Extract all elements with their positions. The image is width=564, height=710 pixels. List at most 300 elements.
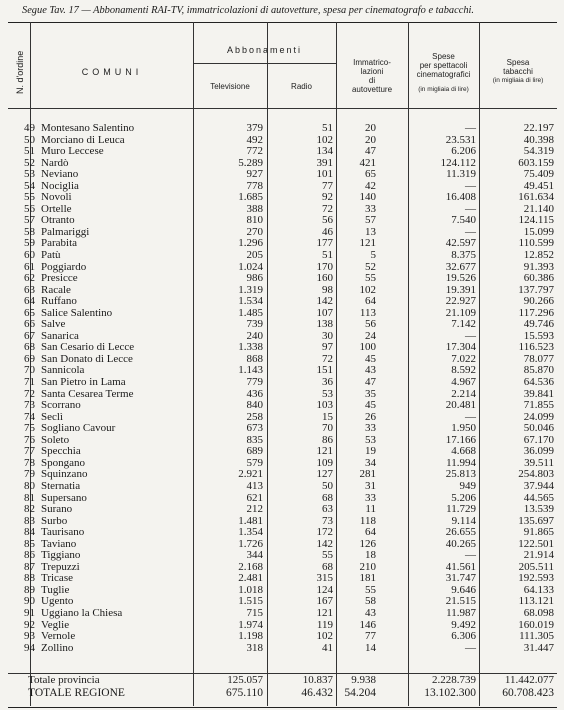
- immatricolazioni-value: 52: [365, 260, 376, 273]
- table-row: [8, 608, 557, 620]
- comune-name: Salve: [41, 319, 66, 331]
- immatricolazioni-value: 47: [365, 376, 376, 389]
- televisione-value: 579: [246, 456, 263, 469]
- televisione-value: 1.024: [238, 260, 263, 273]
- row-number: 56: [24, 202, 35, 215]
- header-bottom-rule: [8, 108, 557, 109]
- spese-cinema-value: 6.206: [451, 145, 476, 158]
- radio-value: 151: [316, 364, 333, 377]
- spesa-tabacchi-value: 71.855: [523, 399, 554, 412]
- comune-name: Presicce: [41, 273, 78, 285]
- televisione-value: 840: [246, 399, 263, 412]
- comune-name: Montesano Salentino: [41, 123, 135, 134]
- comune-name: Tuglie: [41, 584, 70, 596]
- row-number: 63: [24, 283, 35, 296]
- comune-name: Surbo: [41, 515, 68, 527]
- row-number: 81: [24, 491, 35, 504]
- row-number: 91: [24, 606, 35, 619]
- spese-cinema-value: 5.206: [451, 491, 476, 504]
- spese-cinema-value: 23.531: [445, 133, 476, 146]
- immatricolazioni-value: 56: [365, 318, 376, 331]
- comune-name: Taviano: [41, 538, 77, 550]
- televisione-value: 436: [246, 387, 263, 400]
- table-row: [8, 643, 557, 655]
- radio-value: 53: [322, 387, 333, 400]
- radio-value: 97: [322, 341, 333, 354]
- televisione-value: 772: [246, 145, 263, 158]
- spesa-tabacchi-value: 111.305: [519, 630, 554, 643]
- spese-cinema-value: 7.022: [451, 352, 476, 365]
- comune-name: Scorrano: [41, 400, 81, 412]
- televisione-value: 2.168: [238, 560, 263, 573]
- table-body: [8, 123, 557, 654]
- immatricolazioni-value: 35: [365, 387, 376, 400]
- spese-cinema-value: 2.214: [451, 387, 476, 400]
- spese-cinema-value: 17.304: [445, 341, 476, 354]
- comune-name: Spongano: [41, 457, 85, 469]
- televisione-value: 2.921: [238, 468, 263, 481]
- comune-name: Seclì: [41, 411, 63, 423]
- spese-cinema-value: 8.375: [451, 249, 476, 262]
- spesa-tabacchi-value: 137.797: [518, 283, 554, 296]
- row-number: 86: [24, 549, 35, 562]
- comune-name: Soleto: [41, 434, 70, 446]
- televisione-value: 1.018: [238, 583, 263, 596]
- comune-name: Santa Cesarea Terme: [41, 388, 134, 400]
- spese-cinema-value: 32.677: [445, 260, 476, 273]
- comune-name: Poggiardo: [41, 261, 87, 273]
- televisione-value: 778: [246, 179, 263, 192]
- table-row: [8, 377, 557, 389]
- comune-name: Novoli: [41, 192, 72, 204]
- comune-name: Sannicola: [41, 365, 85, 377]
- radio-value: 72: [322, 202, 333, 215]
- televisione-value: 388: [246, 202, 263, 215]
- immatricolazioni-value: 11: [365, 503, 376, 516]
- imm-line-4: autovetture: [351, 85, 393, 94]
- immatricolazioni-value: 53: [365, 433, 376, 446]
- radio-value: 30: [322, 329, 333, 342]
- televisione-value: 344: [246, 549, 263, 562]
- spese-cinema-value: 19.391: [445, 283, 476, 296]
- row-number: 71: [24, 376, 35, 389]
- tab-line-3: (in migliaia di lire): [492, 77, 544, 84]
- spese-cinema-value: 7.142: [451, 318, 476, 331]
- table-row: [8, 631, 557, 643]
- spese-line-1: Spese: [432, 52, 455, 61]
- televisione-value: 810: [246, 214, 263, 227]
- televisione-value: 413: [246, 479, 263, 492]
- row-number: 53: [24, 168, 35, 181]
- row-number: 62: [24, 272, 35, 285]
- totale-regione-imm: 54.204: [344, 687, 376, 699]
- spese-cinema-value: 9.492: [451, 618, 476, 631]
- spese-cinema-value: —: [465, 122, 476, 134]
- abbonamenti-header: Abbonamenti: [226, 45, 303, 55]
- immatricolazioni-value: 102: [359, 283, 376, 296]
- radio-value: 68: [322, 491, 333, 504]
- televisione-value: 1.726: [238, 537, 263, 550]
- radio-value: 98: [322, 283, 333, 296]
- radio-value: 51: [322, 122, 333, 134]
- comune-name: San Pietro in Lama: [41, 377, 126, 389]
- televisione-value: 835: [246, 433, 263, 446]
- spesa-tabacchi-value: 603.159: [518, 156, 554, 169]
- televisione-value: 492: [246, 133, 263, 146]
- radio-value: 15: [322, 410, 333, 423]
- tab-line-2: tabacchi: [503, 67, 533, 76]
- spesa-tabacchi-value: 39.841: [523, 387, 554, 400]
- radio-value: 46: [322, 225, 333, 238]
- immatricolazioni-value: 113: [359, 306, 376, 319]
- comune-name: San Donato di Lecce: [41, 353, 133, 365]
- row-number: 74: [24, 410, 35, 423]
- table-row: [8, 481, 557, 493]
- immatricolazioni-value: 13: [365, 225, 376, 238]
- spesa-tabacchi-value: 22.197: [523, 122, 554, 134]
- spese-cinema-value: —: [465, 410, 476, 423]
- televisione-value: 205: [246, 249, 263, 262]
- televisione-value: 1.338: [238, 341, 263, 354]
- spesa-tabacchi-value: 40.398: [523, 133, 554, 146]
- immatricolazioni-value: 19: [365, 445, 376, 458]
- immatricolazioni-value: 45: [365, 352, 376, 365]
- immatricolazioni-value: 43: [365, 364, 376, 377]
- table-row: [8, 527, 557, 539]
- radio-value: 86: [322, 433, 333, 446]
- immatricolazioni-value: 64: [365, 295, 376, 308]
- spese-cinema-value: 949: [459, 479, 476, 492]
- immatricolazioni-value: 34: [365, 456, 376, 469]
- spesa-tabacchi-value: 15.593: [523, 329, 554, 342]
- immatricolazioni-value: 210: [359, 560, 376, 573]
- immatricolazioni-value: 5: [370, 249, 376, 262]
- spese-cinema-value: 31.747: [445, 572, 476, 585]
- radio-value: 167: [316, 595, 333, 608]
- totale-regione-tv: 675.110: [226, 687, 263, 699]
- spesa-tabacchi-value: 12.852: [523, 249, 554, 262]
- row-number: 85: [24, 537, 35, 550]
- spesa-tabacchi-value: 192.593: [518, 572, 554, 585]
- spese-cinema-value: 19.526: [445, 272, 476, 285]
- row-number: 82: [24, 503, 35, 516]
- spesa-tabacchi-value: 24.099: [523, 410, 554, 423]
- televisione-value: 1.685: [238, 191, 263, 204]
- spese-cinema-value: 1.950: [451, 422, 476, 435]
- spesa-tabacchi-value: 90.266: [523, 295, 554, 308]
- spese-cinema-value: 11.987: [446, 606, 476, 619]
- row-number: 51: [24, 145, 35, 158]
- row-number: 75: [24, 422, 35, 435]
- televisione-value: 5.289: [238, 156, 263, 169]
- row-number: 68: [24, 341, 35, 354]
- spesa-tabacchi-value: 110.599: [518, 237, 554, 250]
- row-number: 55: [24, 191, 35, 204]
- spesa-tabacchi-value: 13.539: [523, 503, 554, 516]
- spese-line-4: (in migliaia di lire): [418, 86, 469, 93]
- spesa-tabacchi-value: 91.865: [523, 526, 554, 539]
- spesa-tabacchi-value: 122.501: [518, 537, 554, 550]
- totale-regione-tab: 60.708.423: [502, 687, 554, 699]
- comune-name: Taurisano: [41, 527, 85, 539]
- table-caption: Segue Tav. 17 — Abbonamenti RAI-TV, immatricolazioni di autovetture, spesa per cinematografo e tabacchi.: [22, 5, 475, 16]
- spese-cinema-value: 17.166: [445, 433, 476, 446]
- radio-value: 102: [316, 630, 333, 643]
- spesa-tabacchi-value: 21.914: [523, 549, 554, 562]
- immatricolazioni-value: 55: [365, 272, 376, 285]
- spese-cinema-value: 21.515: [445, 595, 476, 608]
- totale-provincia-radio: 10.837: [302, 674, 333, 686]
- comune-name: Supersano: [41, 492, 87, 504]
- radio-value: 56: [322, 214, 333, 227]
- comune-name: Palmariggi: [41, 226, 90, 238]
- comune-name: Ruffano: [41, 296, 77, 308]
- spese-cinema-value: 42.597: [445, 237, 476, 250]
- table-row: [8, 273, 557, 285]
- spese-cinema-value: —: [465, 179, 476, 192]
- radio-value: 70: [322, 422, 333, 435]
- radio-value: 77: [322, 179, 333, 192]
- spesa-tabacchi-value: 124.115: [518, 214, 554, 227]
- radio-value: 101: [316, 168, 333, 181]
- totale-regione-row: [8, 687, 557, 700]
- table-row: [8, 169, 557, 181]
- comune-name: Specchia: [41, 446, 81, 458]
- televisione-value: 258: [246, 410, 263, 423]
- spesa-tabacchi-value: 49.746: [523, 318, 554, 331]
- televisione-value: 270: [246, 225, 263, 238]
- radio-value: 121: [316, 445, 333, 458]
- televisione-value: 379: [246, 122, 263, 134]
- spesa-tabacchi-value: 60.386: [523, 272, 554, 285]
- comune-name: Morciano di Leuca: [41, 134, 125, 146]
- spese-cinema-value: —: [465, 225, 476, 238]
- spese-cinema-value: 6.306: [451, 630, 476, 643]
- radio-value: 102: [316, 133, 333, 146]
- radio-value: 142: [316, 537, 333, 550]
- spesa-tabacchi-value: 36.099: [523, 445, 554, 458]
- comune-name: Otranto: [41, 215, 75, 227]
- televisione-value: 1.354: [238, 526, 263, 539]
- radio-value: 134: [316, 145, 333, 158]
- immatricolazioni-value: 18: [365, 549, 376, 562]
- row-number: 69: [24, 352, 35, 365]
- comune-name: Parabita: [41, 238, 78, 250]
- televisione-value: 1.485: [238, 306, 263, 319]
- row-number: 76: [24, 433, 35, 446]
- immatricolazioni-value: 14: [365, 641, 376, 654]
- imm-line-3: di: [368, 76, 376, 85]
- table-row: [8, 504, 557, 516]
- row-number: 84: [24, 526, 35, 539]
- comune-name: Muro Leccese: [41, 146, 104, 158]
- spesa-tabacchi-value: 91.393: [523, 260, 554, 273]
- spesa-tabacchi-value: 113.121: [518, 595, 554, 608]
- radio-value: 138: [316, 318, 333, 331]
- table-row: [8, 146, 557, 158]
- row-number: 54: [24, 179, 35, 192]
- spese-cinema-value: 7.540: [451, 214, 476, 227]
- radio-value: 68: [322, 560, 333, 573]
- televisione-value: 779: [246, 376, 263, 389]
- televisione-value: 1.143: [238, 364, 263, 377]
- immatricolazioni-value: 140: [359, 191, 376, 204]
- comune-name: San Cesario di Lecce: [41, 342, 135, 354]
- spesa-tabacchi-value: 117.296: [518, 306, 554, 319]
- immatricolazioni-value: 45: [365, 399, 376, 412]
- spesa-tabacchi-value: 135.697: [518, 514, 554, 527]
- table-row: [8, 400, 557, 412]
- spese-cinema-value: 22.927: [445, 295, 476, 308]
- row-number: 79: [24, 468, 35, 481]
- row-number: 92: [24, 618, 35, 631]
- immatricolazioni-value: 421: [359, 156, 376, 169]
- radio-value: 315: [316, 572, 333, 585]
- radio-value: 36: [322, 376, 333, 389]
- televisione-value: 986: [246, 272, 263, 285]
- spesa-tabacchi-value: 160.019: [518, 618, 554, 631]
- comuni-header: COMUNI: [81, 67, 143, 77]
- totale-regione-spese: 13.102.300: [424, 687, 476, 699]
- spese-line-2: per spettacoli: [419, 61, 468, 70]
- radio-value: 119: [316, 618, 333, 631]
- televisione-value: 673: [246, 422, 263, 435]
- televisione-value: 1.296: [238, 237, 263, 250]
- immatricolazioni-value: 26: [365, 410, 376, 423]
- immatricolazioni-value: 20: [365, 133, 376, 146]
- immatricolazioni-value: 281: [359, 468, 376, 481]
- televisione-value: 1.515: [238, 595, 263, 608]
- imm-line-2: lazioni: [360, 67, 384, 76]
- immatricolazioni-value: 118: [359, 514, 376, 527]
- comune-name: Neviano: [41, 169, 79, 181]
- comune-name: Tiggiano: [41, 550, 81, 562]
- radio-value: 172: [316, 526, 333, 539]
- comune-name: Sogliano Cavour: [41, 423, 116, 435]
- tab-line-1: Spesa: [506, 58, 530, 67]
- spesa-tabacchi-value: 75.409: [523, 168, 554, 181]
- spesa-tabacchi-value: 37.944: [523, 479, 554, 492]
- immatricolazioni-value: 33: [365, 202, 376, 215]
- immatricolazioni-value: 24: [365, 329, 376, 342]
- spesa-tabacchi-value: 64.536: [523, 376, 554, 389]
- row-number: 94: [24, 641, 35, 654]
- radio-value: 73: [322, 514, 333, 527]
- row-number: 73: [24, 399, 35, 412]
- immatricolazioni-value: 33: [365, 491, 376, 504]
- row-number: 88: [24, 572, 35, 585]
- spese-cinema-value: 41.561: [445, 560, 476, 573]
- spese-cinema-value: —: [465, 202, 476, 215]
- spese-cinema-value: —: [465, 641, 476, 654]
- spesa-tabacchi-value: 50.046: [523, 422, 554, 435]
- radio-header: Radio: [291, 82, 312, 91]
- immatricolazioni-value: 146: [359, 618, 376, 631]
- radio-value: 92: [322, 191, 333, 204]
- immatricolazioni-value: 47: [365, 145, 376, 158]
- radio-value: 72: [322, 352, 333, 365]
- spese-cinema-value: 11.994: [446, 456, 476, 469]
- comune-name: Uggiano la Chiesa: [41, 607, 123, 619]
- televisione-header: Televisione: [210, 82, 250, 91]
- comune-name: Ugento: [41, 596, 74, 608]
- comune-name: Nardò: [41, 157, 69, 169]
- comune-name: Patù: [41, 250, 61, 262]
- comune-name: Zollino: [41, 642, 74, 654]
- immatricolazioni-value: 121: [359, 237, 376, 250]
- spesa-tabacchi-value: 54.319: [523, 145, 554, 158]
- spese-cinema-value: 4.668: [451, 445, 476, 458]
- televisione-value: 318: [246, 641, 263, 654]
- spese-cinema-value: 4.967: [451, 376, 476, 389]
- totale-provincia-label: Totale provincia: [28, 674, 100, 686]
- row-number: 83: [24, 514, 35, 527]
- row-number: 61: [24, 260, 35, 273]
- radio-value: 160: [316, 272, 333, 285]
- table-row: [8, 123, 557, 135]
- row-number: 77: [24, 445, 35, 458]
- radio-value: 124: [316, 583, 333, 596]
- row-number: 72: [24, 387, 35, 400]
- immatricolazioni-value: 100: [359, 341, 376, 354]
- televisione-value: 1.198: [238, 630, 263, 643]
- row-number: 89: [24, 583, 35, 596]
- immatricolazioni-value: 126: [359, 537, 376, 550]
- immatricolazioni-value: 43: [365, 606, 376, 619]
- spese-cinema-value: —: [465, 329, 476, 342]
- televisione-value: 2.481: [238, 572, 263, 585]
- spese-cinema-value: 124.112: [440, 156, 476, 169]
- row-number: 60: [24, 249, 35, 262]
- spesa-tabacchi-value: 44.565: [523, 491, 554, 504]
- spesa-tabacchi-value: 68.098: [523, 606, 554, 619]
- table-row: [8, 250, 557, 262]
- spesa-tabacchi-value: 85.870: [523, 364, 554, 377]
- televisione-value: 1.974: [238, 618, 263, 631]
- row-number: 67: [24, 329, 35, 342]
- ordine-header: N. d'ordine: [15, 50, 25, 94]
- radio-value: 107: [316, 306, 333, 319]
- immatricolazioni-value: 55: [365, 583, 376, 596]
- row-number: 52: [24, 156, 35, 169]
- radio-value: 103: [316, 399, 333, 412]
- row-number: 66: [24, 318, 35, 331]
- comune-name: Tricase: [41, 573, 73, 585]
- televisione-value: 739: [246, 318, 263, 331]
- immatricolazioni-value: 57: [365, 214, 376, 227]
- header-subrule: [193, 63, 336, 64]
- row-number: 80: [24, 479, 35, 492]
- spesa-tabacchi-value: 15.099: [523, 225, 554, 238]
- spese-cinema-value: 40.265: [445, 537, 476, 550]
- spese-cinema-value: 25.813: [445, 468, 476, 481]
- row-number: 59: [24, 237, 35, 250]
- spesa-tabacchi-value: 49.451: [523, 179, 554, 192]
- spesa-tabacchi-value: 67.170: [523, 433, 554, 446]
- radio-value: 127: [316, 468, 333, 481]
- comune-name: Vernole: [41, 631, 76, 643]
- imm-line-1: Immatrico-: [353, 58, 391, 67]
- row-number: 58: [24, 225, 35, 238]
- totale-provincia-tab: 11.442.077: [504, 674, 554, 686]
- totale-provincia-imm: 9.938: [351, 674, 376, 686]
- radio-value: 63: [322, 503, 333, 516]
- radio-value: 41: [322, 641, 333, 654]
- spese-cinema-value: 9.646: [451, 583, 476, 596]
- totale-regione-label: TOTALE REGIONE: [28, 687, 125, 699]
- televisione-value: 715: [246, 606, 263, 619]
- comune-name: Sanarica: [41, 330, 79, 342]
